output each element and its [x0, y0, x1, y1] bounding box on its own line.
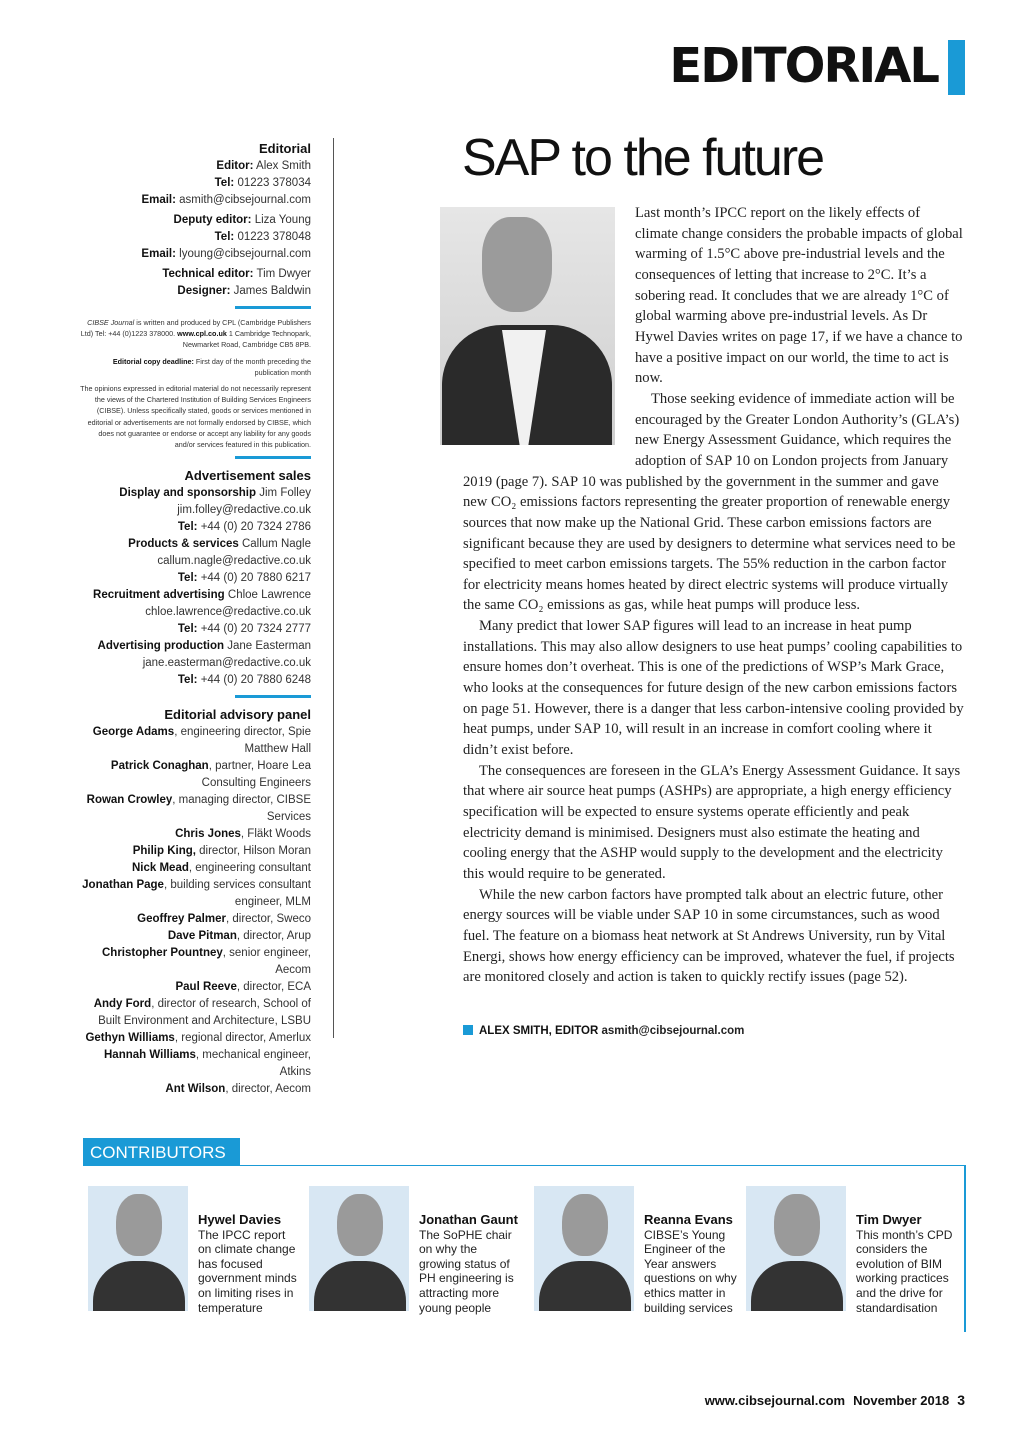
contributor-text: [644, 1213, 744, 1315]
contributor-text: [419, 1213, 519, 1315]
contributors-heading: CONTRIBUTORS: [83, 1138, 240, 1166]
panel-member: [80, 826, 311, 843]
member-role: , director, Arup: [236, 930, 311, 943]
article-body: [463, 203, 966, 988]
panel-member: [80, 979, 311, 996]
contributor-name: Tim Dwyer: [856, 1212, 922, 1227]
entry-value: Alex Smith: [256, 160, 311, 172]
deadline-label: Editorial copy deadline:: [112, 356, 194, 366]
member-role: director, Hilson Moran: [195, 845, 311, 858]
panel-member: [80, 792, 311, 826]
page-footer: [697, 1392, 965, 1408]
ad-contact: [80, 587, 311, 638]
contributor-photo: [534, 1186, 634, 1311]
entry-value[interactable]: asmith@cibsejournal.com: [179, 194, 311, 206]
masthead-entry: [80, 158, 311, 175]
entry-label: Email:: [141, 194, 176, 206]
ad-contact-line: [80, 587, 311, 604]
contributor-name: Reanna Evans: [644, 1212, 733, 1227]
entry-value: 01223 378048: [237, 231, 311, 243]
deadline-text: First day of the month preceding the publication month: [195, 356, 311, 377]
member-name: Ant Wilson: [165, 1083, 226, 1096]
signature: [463, 1025, 744, 1037]
panel-member: [80, 1081, 311, 1098]
divider: [235, 306, 311, 309]
entry-label: Email:: [141, 248, 176, 260]
ad-contact-line: [80, 536, 311, 553]
member-role: , engineering director, Spie Matthew Hall: [174, 726, 311, 756]
member-name: Hannah Williams: [104, 1049, 196, 1062]
member-role: , senior engineer, Aecom: [222, 947, 311, 977]
ad-tel: +44 (0) 20 7324 2777: [200, 623, 311, 636]
footer-url[interactable]: www.cibsejournal.com: [704, 1393, 846, 1408]
paragraph: Last month’s IPCC report on the likely effects of climate change considers the probable impacts of global warming of 1.5°C above pre-industrial levels and the consequences of letting that increase to 2°C. It’s a sobering read. It concludes that we are already 1°C of global warming above pre-industrial levels. As Dr Hywel Davies writes on page 17, if we have a chance to have a positive impact on our world, the time to act is now.: [635, 205, 963, 387]
column-divider: [333, 138, 334, 1038]
square-bullet-icon: [463, 1025, 473, 1035]
ad-contact: [80, 638, 311, 689]
masthead-entry: [80, 212, 311, 229]
panel-member: [80, 724, 311, 758]
ad-tel: +44 (0) 20 7880 6248: [200, 674, 311, 687]
paragraph: The consequences are foreseen in the GLA’s Energy Assessment Guidance. It says that where air source heat pumps (ASHPs) are appropriate, a high energy efficiency specification will be expected to ensure systems operate efficiently and peak electricity demand is minimised. Designers must also estimate the heating and cooling energy that the ASHP would supply to the development and the electricity this would require to be generated.: [463, 762, 961, 882]
ad-tel-line: [80, 621, 311, 638]
tel-label: Tel:: [177, 623, 198, 636]
entry-value: James Baldwin: [233, 285, 311, 297]
paragraph: While the new carbon factors have prompted talk about an electric future, other energy sources will be viable under SAP 10 in some circumstances, such as wood fuel. The feature on a biomass heat network at St Andrews University, run by Vital Energi, shows how energy efficiency can be improved, whatever the fuel, if projects are monitored closely and action is taken to quickly rectify issues (page 52).: [463, 886, 955, 986]
ad-email[interactable]: jane.easterman@redactive.co.uk: [142, 657, 311, 670]
panel-member: [80, 860, 311, 877]
member-name: Christopher Pountney: [102, 947, 223, 960]
divider: [235, 456, 311, 459]
member-role: , director, ECA: [236, 981, 311, 994]
contributor-photo: [309, 1186, 409, 1311]
member-name: George Adams: [92, 726, 175, 739]
member-name: Rowan Crowley: [86, 794, 173, 807]
panel-member: [80, 758, 311, 792]
ad-label: Display and sponsorship: [119, 487, 257, 500]
ad-name: Jim Folley: [259, 487, 311, 500]
panel-member: [80, 911, 311, 928]
entry-label: Tel:: [214, 231, 235, 243]
masthead-entry: [80, 246, 311, 263]
publisher-address: 1 Cambridge Technopark, Newmarket Road, Cambridge CB5 8PB.: [182, 329, 311, 350]
panel-member: [80, 877, 311, 911]
ad-name: Callum Nagle: [241, 538, 311, 551]
member-role: , partner, Hoare Lea Consulting Engineers: [201, 760, 311, 790]
ad-label: Advertising production: [97, 640, 225, 653]
contributor-blurb: This month’s CPD considers the evolution of BIM working practices and the drive for standardisation: [856, 1227, 953, 1315]
member-name: Patrick Conaghan: [110, 760, 209, 773]
entry-label: Editor:: [216, 160, 254, 172]
panel-member: [80, 1030, 311, 1047]
entry-label: Technical editor:: [162, 268, 254, 280]
ad-email[interactable]: chloe.lawrence@redactive.co.uk: [145, 606, 311, 619]
ad-contact: [80, 485, 311, 536]
editor-photo: [463, 203, 635, 471]
member-name: Paul Reeve: [175, 981, 237, 994]
section-accent-bar: [948, 40, 965, 95]
publisher-info: [80, 317, 311, 351]
signature-name: ALEX SMITH, EDITOR: [479, 1025, 599, 1037]
entry-value: Tim Dwyer: [256, 268, 311, 280]
member-role: , managing director, CIBSE Services: [172, 794, 311, 824]
member-role: , regional director, Amerlux: [174, 1032, 311, 1045]
member-role: , director, Aecom: [225, 1083, 311, 1096]
ad-name: Jane Easterman: [227, 640, 311, 653]
entry-label: Tel:: [214, 177, 235, 189]
ad-contact-line: [80, 485, 311, 502]
entry-value: Liza Young: [254, 214, 311, 226]
ad-label: Recruitment advertising: [93, 589, 225, 602]
ads-heading: Advertisement sales: [184, 468, 311, 484]
ad-contact-line: [80, 638, 311, 655]
panel-heading: Editorial advisory panel: [164, 707, 311, 723]
footer-date: November 2018: [853, 1393, 950, 1408]
publisher-text: is written and produced by CPL (Cambridge Publishers Ltd) Tel: +44 (0)1223 378000.: [80, 318, 311, 339]
member-name: Philip King,: [132, 845, 196, 858]
editorial-heading: Editorial: [258, 141, 311, 156]
ad-label: Products & services: [128, 538, 239, 551]
contributor-photo: [746, 1186, 846, 1311]
contributor-name: Jonathan Gaunt: [419, 1212, 518, 1227]
member-role: , engineering consultant: [188, 862, 311, 875]
article-headline: SAP to the future: [462, 129, 824, 187]
panel-member: [80, 843, 311, 860]
member-name: Geoffrey Palmer: [137, 913, 226, 926]
tel-label: Tel:: [177, 521, 198, 534]
publisher-link[interactable]: www.cpl.co.uk: [177, 329, 227, 339]
masthead-entry: [80, 229, 311, 246]
contributors-rule-vertical: [964, 1165, 966, 1332]
contributor-blurb: The SoPHE chair on why the growing status of PH engineering is attracting more young people: [419, 1227, 514, 1315]
contributor-text: [856, 1213, 956, 1315]
contributor-blurb: The IPCC report on climate change has focused government minds on limiting rises in temperature: [198, 1227, 297, 1315]
contributor-text: [198, 1213, 298, 1315]
entry-value[interactable]: lyoung@cibsejournal.com: [179, 248, 311, 260]
tel-label: Tel:: [177, 572, 198, 585]
masthead-entry: [80, 175, 311, 192]
deadline-info: [80, 356, 311, 378]
ad-tel-line: [80, 672, 311, 689]
ad-email[interactable]: jim.folley@redactive.co.uk: [177, 504, 311, 517]
member-name: Dave Pitman: [167, 930, 237, 943]
member-name: Nick Mead: [131, 862, 189, 875]
masthead: [80, 136, 311, 1098]
masthead-entry: [80, 266, 311, 283]
entry-value: 01223 378034: [237, 177, 311, 189]
member-role: , building services consultant engineer, MLM: [163, 879, 311, 909]
tel-label: Tel:: [177, 674, 198, 687]
contributors-rule: [83, 1165, 966, 1166]
member-role: , mechanical engineer, Atkins: [195, 1049, 311, 1079]
divider: [235, 695, 311, 698]
ad-contact: [80, 536, 311, 587]
contributor-blurb: CIBSE’s Young Engineer of the Year answers questions on why ethics matter in building services: [644, 1227, 737, 1315]
ad-tel-line: [80, 570, 311, 587]
panel-member: [80, 945, 311, 979]
member-name: Jonathan Page: [82, 879, 164, 892]
ad-email[interactable]: callum.nagle@redactive.co.uk: [157, 555, 311, 568]
paragraph: Those seeking evidence of immediate action will be encouraged by the Greater London Authority’s (GLA’s) new Energy Assessment Guidance, which requires the adoption of SAP 10 on London projects from January 2019 (page 7). SAP 10 was published by the government in the summer and gave new CO₂ emissions factors representing the greater proportion of renewable energy sources that now make up the National Grid. These carbon emissions factors are significant because they are used by designers to determine what services need to be specified to meet carbon emissions targets. The 55% reduction in the carbon factor for electricity means homes heated by direct electric systems will produce virtually the same CO₂ emissions as gas, while heat pumps will produce less.: [463, 390, 960, 614]
ad-tel: +44 (0) 20 7324 2786: [200, 521, 311, 534]
entry-label: Deputy editor:: [173, 214, 252, 226]
section-title: EDITORIAL: [669, 38, 938, 94]
entry-label: Designer:: [177, 285, 231, 297]
member-name: Andy Ford: [93, 998, 152, 1011]
ad-name: Chloe Lawrence: [227, 589, 311, 602]
contributor-name: Hywel Davies: [198, 1212, 282, 1227]
ad-tel: +44 (0) 20 7880 6217: [200, 572, 311, 585]
paragraph: Many predict that lower SAP figures will lead to an increase in heat pump installations. This may also allow designers to use heat pumps’ cooling capabilities to ensure homes don’t overheat. This is one of the predictions of WSP’s Mark Grace, who looks at the consequences for future design of the new carbon emissions factors on page 51. However, there is a danger that less carbon-intensive cooling provided by heat pumps, under SAP 10, will result in an increase in comfort cooling where it didn’t exist before.: [463, 618, 964, 759]
journal-name: CIBSE Journal: [87, 318, 135, 327]
disclaimer: The opinions expressed in editorial material do not necessarily represent the views of the Chartered Institution of Building Services Engineers (CIBSE). Unless specifically stated, goods or services mentioned in editorial or advertisements are not formally endorsed by CIBSE, which does not guarantee or endorse or accept any liability for any goods and/or services featured in this publication.: [80, 384, 311, 450]
member-name: Chris Jones: [175, 828, 241, 841]
contributor-photo: [88, 1186, 188, 1311]
masthead-entry: [80, 192, 311, 209]
panel-member: [80, 1047, 311, 1081]
member-name: Gethyn Williams: [85, 1032, 175, 1045]
panel-member: [80, 928, 311, 945]
ad-tel-line: [80, 519, 311, 536]
member-role: , Fläkt Woods: [240, 828, 311, 841]
member-role: , director of research, School of Built Environment and Architecture, LSBU: [98, 998, 311, 1028]
signature-email[interactable]: asmith@cibsejournal.com: [601, 1025, 745, 1037]
panel-member: [80, 996, 311, 1030]
page-number: 3: [957, 1392, 965, 1408]
masthead-entry: [80, 283, 311, 300]
member-role: , director, Sweco: [225, 913, 311, 926]
